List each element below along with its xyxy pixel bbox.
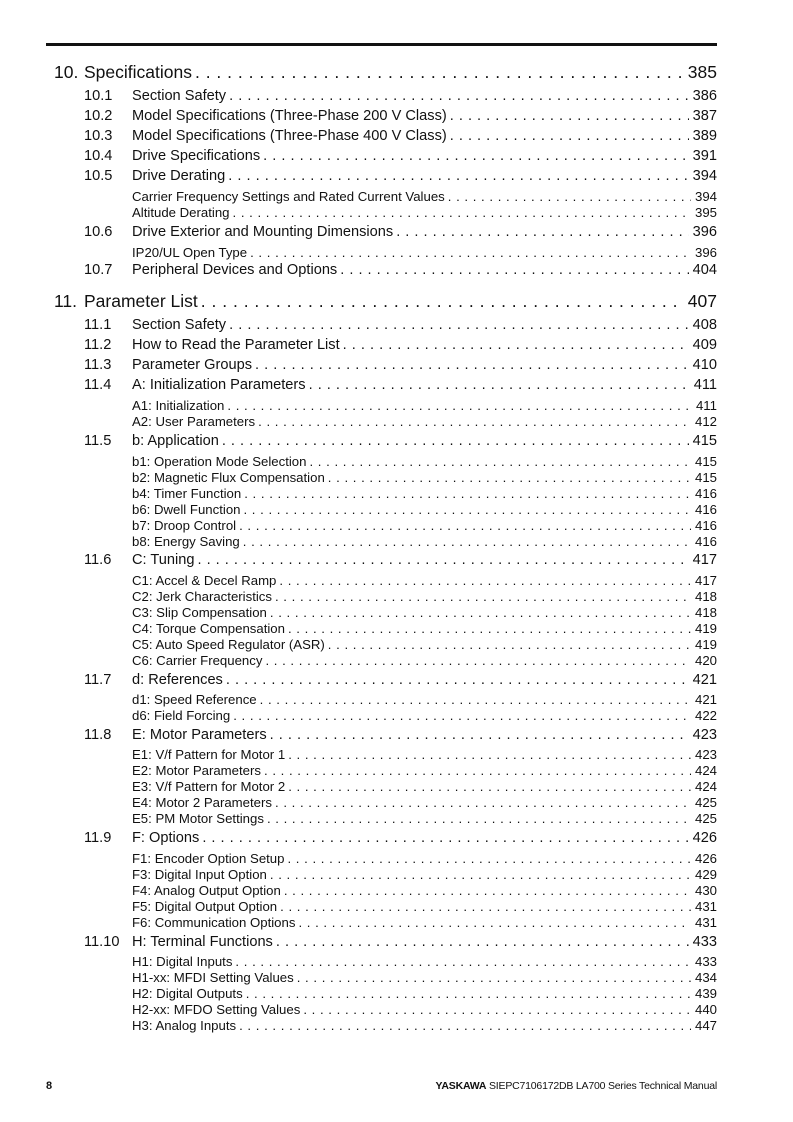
toc-entry-page[interactable]: 415 xyxy=(694,454,717,469)
toc-entry-page[interactable]: 424 xyxy=(694,763,717,778)
toc-entry-number: 11.4 xyxy=(84,377,112,393)
toc-entry[interactable] xyxy=(0,1002,717,1017)
toc-entry-number: 10.6 xyxy=(84,224,113,240)
toc-entry-number: 10.5 xyxy=(84,168,113,184)
toc-dot-leader xyxy=(228,168,688,184)
toc-entry-title[interactable]: C3: Slip Compensation xyxy=(132,605,267,620)
toc-entry-page[interactable]: 416 xyxy=(694,534,717,549)
toc-entry-page[interactable]: 385 xyxy=(687,62,717,82)
toc-entry[interactable] xyxy=(0,148,717,164)
toc-entry-page[interactable]: 423 xyxy=(692,727,717,743)
toc-entry[interactable] xyxy=(0,621,717,636)
toc-dot-leader xyxy=(270,605,691,620)
toc-dot-leader xyxy=(250,245,691,260)
toc-entry-page[interactable]: 415 xyxy=(692,433,717,449)
toc-entry-title[interactable]: d1: Speed Reference xyxy=(132,692,257,707)
toc-dot-leader xyxy=(270,727,689,743)
toc-entry-title[interactable]: Model Specifications (Three-Phase 400 V Class) xyxy=(132,128,447,144)
toc-dot-leader xyxy=(275,589,691,604)
toc-dot-leader xyxy=(239,1018,691,1033)
toc-dot-leader xyxy=(270,867,691,882)
toc-entry[interactable] xyxy=(0,867,717,882)
toc-entry[interactable] xyxy=(0,377,717,393)
toc-entry[interactable] xyxy=(0,708,717,723)
toc-entry-page[interactable]: 431 xyxy=(694,915,717,930)
toc-entry-page[interactable]: 419 xyxy=(694,621,717,636)
toc-entry-page[interactable]: 430 xyxy=(694,883,717,898)
toc-entry-page[interactable]: 440 xyxy=(694,1002,717,1017)
toc-entry-number: 11.6 xyxy=(84,552,112,568)
toc-entry[interactable] xyxy=(0,795,717,810)
toc-entry-number: 11.7 xyxy=(84,672,112,688)
toc-entry[interactable] xyxy=(0,883,717,898)
toc-entry[interactable] xyxy=(0,851,717,866)
toc-dot-leader xyxy=(233,205,691,220)
toc-entry[interactable] xyxy=(0,88,717,104)
toc-entry-page[interactable]: 434 xyxy=(694,970,717,985)
toc-entry-number: 11.1 xyxy=(84,317,112,333)
toc-dot-leader xyxy=(246,986,691,1001)
toc-entry-title[interactable]: Section Safety xyxy=(132,88,227,104)
toc-dot-leader xyxy=(195,62,684,83)
toc-entry[interactable] xyxy=(0,433,717,449)
toc-entry-page[interactable]: 416 xyxy=(694,486,717,501)
toc-dot-leader xyxy=(264,763,691,778)
toc-entry-number: 10.4 xyxy=(84,148,113,164)
toc-entry-number: 11.10 xyxy=(84,934,120,950)
toc-dot-leader xyxy=(298,915,691,930)
toc-entry-title[interactable]: Parameter List xyxy=(84,291,198,311)
toc-dot-leader xyxy=(309,377,690,393)
toc-entry-page[interactable]: 431 xyxy=(694,899,717,914)
toc-entry-page[interactable]: 415 xyxy=(694,470,717,485)
toc-dot-leader xyxy=(202,830,688,846)
toc-dot-leader xyxy=(227,398,692,413)
toc-entry[interactable] xyxy=(0,672,717,688)
toc-dot-leader xyxy=(258,414,691,429)
toc-entry[interactable] xyxy=(0,398,717,413)
header-rule xyxy=(46,43,717,46)
toc-entry-title[interactable]: C1: Accel & Decel Ramp xyxy=(132,573,277,588)
toc-entry[interactable] xyxy=(0,573,717,588)
toc-entry-title[interactable]: Peripheral Devices and Options xyxy=(132,262,338,278)
toc-entry-title[interactable]: H2-xx: MFDO Setting Values xyxy=(132,1002,301,1017)
toc-dot-leader xyxy=(340,262,688,278)
toc-entry-title[interactable]: b7: Droop Control xyxy=(132,518,237,533)
toc-entry[interactable] xyxy=(0,168,717,184)
toc-entry-title[interactable]: A: Initialization Parameters xyxy=(132,377,306,393)
toc-dot-leader xyxy=(233,708,691,723)
toc-entry-title[interactable]: H2: Digital Outputs xyxy=(132,986,243,1001)
toc-entry-page[interactable]: 411 xyxy=(693,377,717,393)
toc-dot-leader xyxy=(275,795,691,810)
toc-entry-title[interactable]: E5: PM Motor Settings xyxy=(132,811,264,826)
toc-entry-number: 10.2 xyxy=(84,108,113,124)
toc-entry-title[interactable]: d6: Field Forcing xyxy=(132,708,231,723)
toc-entry[interactable] xyxy=(0,502,717,517)
toc-entry[interactable] xyxy=(0,454,717,469)
footer-brand: YASKAWA xyxy=(435,1080,487,1092)
toc-entry-title[interactable]: b4: Timer Function xyxy=(132,486,242,501)
toc-entry-number: 10.7 xyxy=(84,262,113,278)
toc-entry[interactable] xyxy=(0,830,717,846)
toc-entry-page[interactable]: 422 xyxy=(694,708,717,723)
toc-entry[interactable] xyxy=(0,811,717,826)
toc-dot-leader xyxy=(328,470,691,485)
toc-entry-title[interactable]: d: References xyxy=(132,672,223,688)
toc-entry-page[interactable]: 418 xyxy=(694,589,717,604)
toc-entry-title[interactable]: IP20/UL Open Type xyxy=(132,245,248,260)
toc-entry-number: 11.9 xyxy=(84,830,112,846)
toc-entry-page[interactable]: 391 xyxy=(692,148,717,164)
toc-entry[interactable] xyxy=(0,934,717,950)
toc-entry[interactable] xyxy=(0,605,717,620)
toc-entry[interactable] xyxy=(0,205,717,220)
toc-entry-title[interactable]: b1: Operation Mode Selection xyxy=(132,454,307,469)
toc-entry-page[interactable]: 387 xyxy=(692,108,717,124)
toc-dot-leader xyxy=(276,934,689,950)
toc-entry-page[interactable]: 417 xyxy=(694,573,717,588)
toc-dot-leader xyxy=(229,88,689,104)
toc-entry-page[interactable]: 389 xyxy=(692,128,717,144)
toc-entry-page[interactable]: 404 xyxy=(692,262,717,278)
toc-entry-page[interactable]: 421 xyxy=(692,672,717,688)
page-number: 8 xyxy=(46,1080,53,1092)
toc-entry-title[interactable]: C5: Auto Speed Regulator (ASR) xyxy=(132,637,325,652)
toc-entry-page[interactable]: 419 xyxy=(694,637,717,652)
toc-entry-title[interactable]: H1-xx: MFDI Setting Values xyxy=(132,970,294,985)
toc-dot-leader xyxy=(279,573,691,588)
toc-entry-title[interactable]: Drive Specifications xyxy=(132,148,261,164)
toc-entry-page[interactable]: 447 xyxy=(694,1018,717,1033)
toc-entry[interactable] xyxy=(0,534,717,549)
toc-dot-leader xyxy=(265,653,691,668)
toc-entry-page[interactable]: 429 xyxy=(694,867,717,882)
toc-entry-title[interactable]: E3: V/f Pattern for Motor 2 xyxy=(132,779,286,794)
toc-entry-page[interactable]: 386 xyxy=(692,88,717,104)
toc-dot-leader xyxy=(255,357,689,373)
toc-entry-title[interactable]: C6: Carrier Frequency xyxy=(132,653,263,668)
toc-entry-page[interactable]: 396 xyxy=(692,224,717,240)
toc-entry[interactable] xyxy=(0,108,717,124)
toc-entry-number: 10. xyxy=(54,62,79,82)
toc-entry-page[interactable]: 411 xyxy=(695,398,717,413)
toc-entry-title[interactable]: Drive Derating xyxy=(132,168,226,184)
toc-dot-leader xyxy=(239,518,691,533)
toc-entry-title[interactable]: F: Options xyxy=(132,830,200,846)
toc-entry-number: 10.3 xyxy=(84,128,113,144)
toc-dot-leader xyxy=(450,108,689,124)
toc-entry[interactable] xyxy=(0,317,717,333)
toc-entry[interactable] xyxy=(0,970,717,985)
toc-entry-title[interactable]: F4: Analog Output Option xyxy=(132,883,281,898)
toc-entry[interactable] xyxy=(0,189,717,204)
toc-dot-leader xyxy=(288,747,691,762)
footer-manual-title xyxy=(436,1080,717,1092)
toc-entry-page[interactable]: 407 xyxy=(687,291,717,311)
toc-entry-title[interactable]: C: Tuning xyxy=(132,552,195,568)
toc-dot-leader xyxy=(450,128,689,144)
toc-dot-leader xyxy=(280,899,691,914)
toc-entry[interactable] xyxy=(0,589,717,604)
toc-entry[interactable] xyxy=(0,357,717,373)
toc-entry-number: 11.8 xyxy=(84,727,112,743)
toc-entry-title[interactable]: Section Safety xyxy=(132,317,227,333)
toc-dot-leader xyxy=(229,317,689,333)
toc-dot-leader xyxy=(309,454,691,469)
toc-entry-page[interactable]: 394 xyxy=(692,168,717,184)
toc-entry-title[interactable]: F5: Digital Output Option xyxy=(132,899,278,914)
toc-entry-page[interactable]: 425 xyxy=(694,811,717,826)
toc-entry-title[interactable]: F1: Encoder Option Setup xyxy=(132,851,285,866)
toc-dot-leader xyxy=(267,811,691,826)
toc-entry-page[interactable]: 396 xyxy=(694,245,717,260)
toc-entry[interactable] xyxy=(0,1018,717,1033)
toc-dot-leader xyxy=(284,883,691,898)
toc-entry-page[interactable]: 418 xyxy=(694,605,717,620)
toc-entry-title[interactable]: E4: Motor 2 Parameters xyxy=(132,795,272,810)
toc-entry[interactable] xyxy=(0,692,717,707)
toc-entry[interactable] xyxy=(0,518,717,533)
toc-entry[interactable] xyxy=(0,470,717,485)
toc-entry-title[interactable]: Altitude Derating xyxy=(132,205,230,220)
toc-entry-page[interactable]: 426 xyxy=(692,830,717,846)
toc-dot-leader xyxy=(243,534,691,549)
toc-dot-leader xyxy=(448,189,691,204)
toc-entry[interactable] xyxy=(0,747,717,762)
toc-entry-title[interactable]: b8: Energy Saving xyxy=(132,534,240,549)
toc-entry-page[interactable]: 416 xyxy=(694,502,717,517)
toc-entry-number: 11.5 xyxy=(84,433,112,449)
toc-entry-title[interactable]: b6: Dwell Function xyxy=(132,502,241,517)
toc-entry-title[interactable]: Parameter Groups xyxy=(132,357,253,373)
toc-entry-title[interactable]: C4: Torque Compensation xyxy=(132,621,285,636)
toc-entry[interactable] xyxy=(0,414,717,429)
toc-entry-number: 11.2 xyxy=(84,337,112,353)
toc-entry-page[interactable]: 410 xyxy=(692,357,717,373)
toc-entry[interactable] xyxy=(0,486,717,501)
toc-entry-title[interactable]: F3: Digital Input Option xyxy=(132,867,267,882)
toc-entry-title[interactable]: A2: User Parameters xyxy=(132,414,256,429)
toc-entry[interactable] xyxy=(0,262,717,278)
toc-dot-leader xyxy=(396,224,688,240)
toc-entry-page[interactable]: 417 xyxy=(692,552,717,568)
toc-entry[interactable] xyxy=(0,224,717,240)
toc-dot-leader xyxy=(328,637,691,652)
toc-entry-title[interactable]: A1: Initialization xyxy=(132,398,225,413)
toc-entry-page[interactable]: 425 xyxy=(694,795,717,810)
toc-dot-leader xyxy=(243,502,691,517)
toc-entry-page[interactable]: 433 xyxy=(694,954,717,969)
toc-entry-title[interactable]: Specifications xyxy=(84,62,192,82)
toc-entry-page[interactable]: 439 xyxy=(694,986,717,1001)
toc-entry[interactable] xyxy=(0,245,717,260)
toc-entry[interactable] xyxy=(0,291,717,312)
toc-entry-page[interactable]: 423 xyxy=(694,747,717,762)
toc-dot-leader xyxy=(222,433,689,449)
toc-entry-page[interactable]: 433 xyxy=(692,934,717,950)
toc-dot-leader xyxy=(197,552,688,568)
toc-entry-title[interactable]: Model Specifications (Three-Phase 200 V Class) xyxy=(132,108,447,124)
toc-entry-title[interactable]: F6: Communication Options xyxy=(132,915,296,930)
toc-entry-page[interactable]: 409 xyxy=(692,337,717,353)
toc-entry[interactable] xyxy=(0,653,717,668)
toc-entry-page[interactable]: 394 xyxy=(694,189,717,204)
toc-entry[interactable] xyxy=(0,727,717,743)
toc-entry[interactable] xyxy=(0,337,717,353)
toc-entry-title[interactable]: H3: Analog Inputs xyxy=(132,1018,237,1033)
toc-entry[interactable] xyxy=(0,954,717,969)
toc-dot-leader xyxy=(288,779,691,794)
toc-entry-title[interactable]: Drive Exterior and Mounting Dimensions xyxy=(132,224,394,240)
toc-dot-leader xyxy=(235,954,691,969)
toc-entry[interactable] xyxy=(0,899,717,914)
toc-entry-number: 11.3 xyxy=(84,357,112,373)
toc-entry-title[interactable]: E: Motor Parameters xyxy=(132,727,267,743)
toc-entry-title[interactable]: b: Application xyxy=(132,433,219,449)
toc-dot-leader xyxy=(343,337,689,353)
toc-dot-leader xyxy=(244,486,691,501)
toc-entry-page[interactable]: 420 xyxy=(694,653,717,668)
toc-entry-page[interactable]: 408 xyxy=(692,317,717,333)
toc-entry[interactable] xyxy=(0,637,717,652)
toc-entry-page[interactable]: 416 xyxy=(694,518,717,533)
toc-entry[interactable] xyxy=(0,128,717,144)
toc-entry-title[interactable]: H1: Digital Inputs xyxy=(132,954,233,969)
toc-dot-leader xyxy=(226,672,689,688)
toc-entry[interactable] xyxy=(0,915,717,930)
toc-entry-number: 10.1 xyxy=(84,88,113,104)
toc-dot-leader xyxy=(263,148,688,164)
toc-entry-number: 11. xyxy=(54,291,78,311)
toc-entry-page[interactable]: 412 xyxy=(694,414,717,429)
toc-entry-page[interactable]: 421 xyxy=(694,692,717,707)
toc-dot-leader xyxy=(288,621,691,636)
toc-entry-title[interactable]: H: Terminal Functions xyxy=(132,934,273,950)
toc-entry[interactable] xyxy=(0,779,717,794)
toc-dot-leader xyxy=(303,1002,691,1017)
toc-entry[interactable] xyxy=(0,763,717,778)
toc-entry-page[interactable]: 426 xyxy=(694,851,717,866)
toc-entry-title[interactable]: E1: V/f Pattern for Motor 1 xyxy=(132,747,286,762)
toc-entry-title[interactable]: How to Read the Parameter List xyxy=(132,337,340,353)
toc-dot-leader xyxy=(260,692,691,707)
toc-entry-title[interactable]: b2: Magnetic Flux Compensation xyxy=(132,470,325,485)
toc-entry[interactable] xyxy=(0,986,717,1001)
toc-entry[interactable] xyxy=(0,62,717,83)
footer-manual-name: SIEPC7106172DB LA700 Series Technical Manual xyxy=(489,1080,717,1092)
toc-entry-page[interactable]: 424 xyxy=(694,779,717,794)
toc-dot-leader xyxy=(287,851,691,866)
toc-entry[interactable] xyxy=(0,552,717,568)
toc-entry-title[interactable]: Carrier Frequency Settings and Rated Current Values xyxy=(132,189,445,204)
toc-entry-title[interactable]: C2: Jerk Characteristics xyxy=(132,589,272,604)
toc-dot-leader xyxy=(297,970,691,985)
toc-dot-leader xyxy=(201,291,684,312)
toc-entry-title[interactable]: E2: Motor Parameters xyxy=(132,763,261,778)
toc-entry-page[interactable]: 395 xyxy=(694,205,717,220)
